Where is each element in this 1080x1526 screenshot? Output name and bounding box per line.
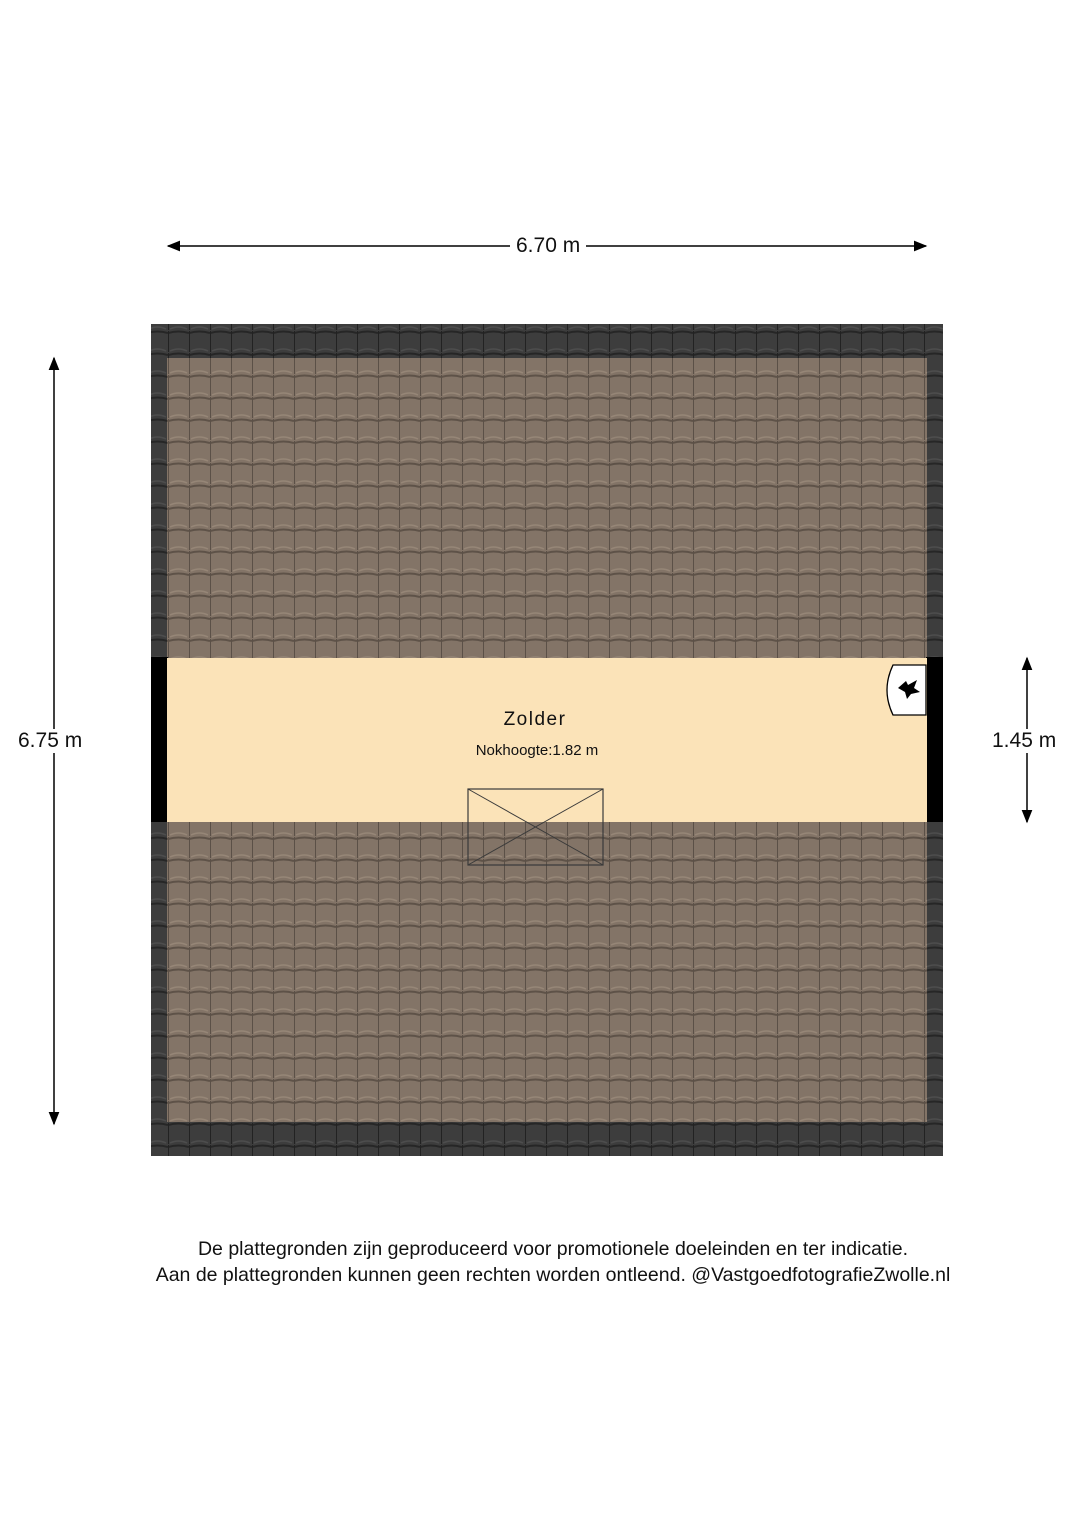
boiler-icon <box>887 665 926 715</box>
disclaimer-line-1: De plattegronden zijn geproduceerd voor promotionele doeleinden en ter indicatie. <box>197 1238 909 1260</box>
disclaimer-line-2: Aan de plattegronden kunnen geen rechten worden ontleend. @VastgoedfotografieZwolle.nl <box>155 1264 951 1286</box>
room-ridge-height: Nokhoogte:1.82 m <box>475 742 599 759</box>
wall-right <box>926 657 943 822</box>
depth-dimension-label: 6.75 m <box>18 729 83 752</box>
wall-left <box>151 657 168 822</box>
attic-floor <box>167 658 927 822</box>
roof-surface-top <box>167 358 927 658</box>
band-dimension-label: 1.45 m <box>992 729 1057 752</box>
width-dimension-label: 6.70 m <box>510 234 586 258</box>
room-name: Zolder <box>503 709 567 730</box>
disclaimer <box>0 1236 1080 1288</box>
roof-surface-bottom <box>167 822 927 1122</box>
